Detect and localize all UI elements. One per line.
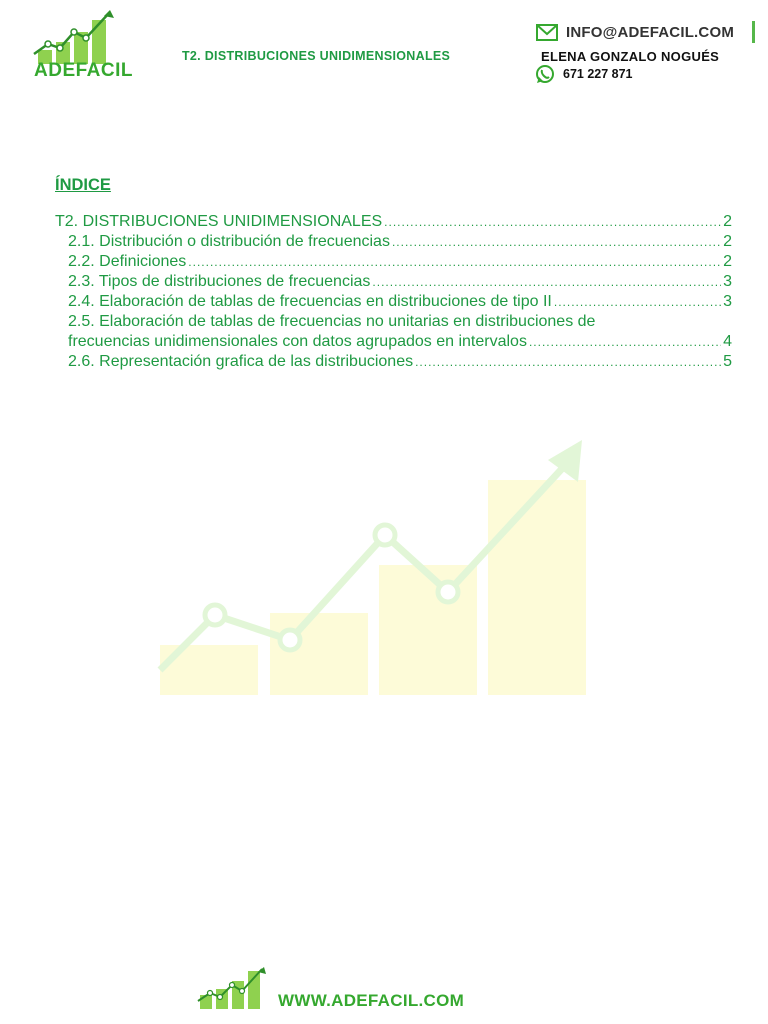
website-link[interactable]: WWW.ADEFACIL.COM: [278, 991, 465, 1010]
email-address[interactable]: INFO@ADEFACIL.COM: [566, 23, 735, 41]
toc-leader-dots: [529, 332, 721, 352]
whatsapp-icon: [535, 64, 555, 84]
toc-entry-t2[interactable]: [55, 212, 732, 232]
toc-page-number: 3: [723, 273, 732, 290]
page-header: [0, 0, 768, 100]
toc-page-number: 2: [723, 253, 732, 270]
phone-number[interactable]: 671 227 871: [563, 67, 633, 81]
toc-entry-label-line2: frecuencias unidimensionales con datos agrupados en intervalos: [68, 333, 527, 350]
toc-page-number: 4: [723, 333, 732, 350]
toc-entry-2-3[interactable]: [55, 272, 732, 292]
contact-phone[interactable]: [535, 64, 633, 84]
toc-leader-dots: [188, 252, 721, 272]
toc-leader-dots: [392, 232, 721, 252]
chart-watermark-icon: [150, 430, 595, 700]
toc-leader-dots: [372, 272, 721, 292]
toc-entry-label-line1: 2.5. Elaboración de tablas de frecuencias no unitarias en distribuciones de: [68, 313, 596, 330]
toc-leader-dots: [415, 352, 721, 372]
toc-entry-label: 2.1. Distribución o distribución de frecuencias: [68, 233, 390, 250]
toc-leader-dots: [384, 212, 721, 232]
page-footer: [196, 965, 496, 1015]
email-divider: [752, 21, 755, 43]
toc-entry-label: 2.4. Elaboración de tablas de frecuencias en distribuciones de tipo II: [68, 293, 552, 310]
table-of-contents: [55, 212, 732, 372]
toc-entry-2-4[interactable]: [55, 292, 732, 312]
toc-heading: ÍNDICE: [55, 176, 111, 194]
toc-entry-label: 2.6. Representación grafica de las distribuciones: [68, 353, 414, 370]
contact-email[interactable]: [536, 20, 755, 44]
toc-entry-2-6[interactable]: [55, 352, 732, 372]
toc-page-number: 2: [723, 233, 732, 250]
envelope-icon: [536, 24, 558, 41]
toc-entry-label: T2. DISTRIBUCIONES UNIDIMENSIONALES: [55, 213, 383, 230]
toc-entry-label: 2.3. Tipos de distribuciones de frecuencias: [68, 273, 371, 290]
toc-page-number: 5: [723, 353, 732, 370]
author-name: ELENA GONZALO NOGUÉS: [541, 49, 720, 64]
brand-name: ADEFACIL: [34, 60, 133, 81]
toc-page-number: 2: [723, 213, 732, 230]
toc-page-number: 3: [723, 293, 732, 310]
toc-entry-label: 2.2. Definiciones: [68, 253, 187, 270]
toc-entry-2-2[interactable]: [55, 252, 732, 272]
toc-entry-2-1[interactable]: [55, 232, 732, 252]
adefacil-footer-logo-icon: [196, 965, 268, 1011]
toc-entry-2-5[interactable]: [55, 312, 732, 352]
toc-leader-dots: [554, 292, 721, 312]
document-title: T2. DISTRIBUCIONES UNIDIMENSIONALES: [182, 49, 451, 63]
